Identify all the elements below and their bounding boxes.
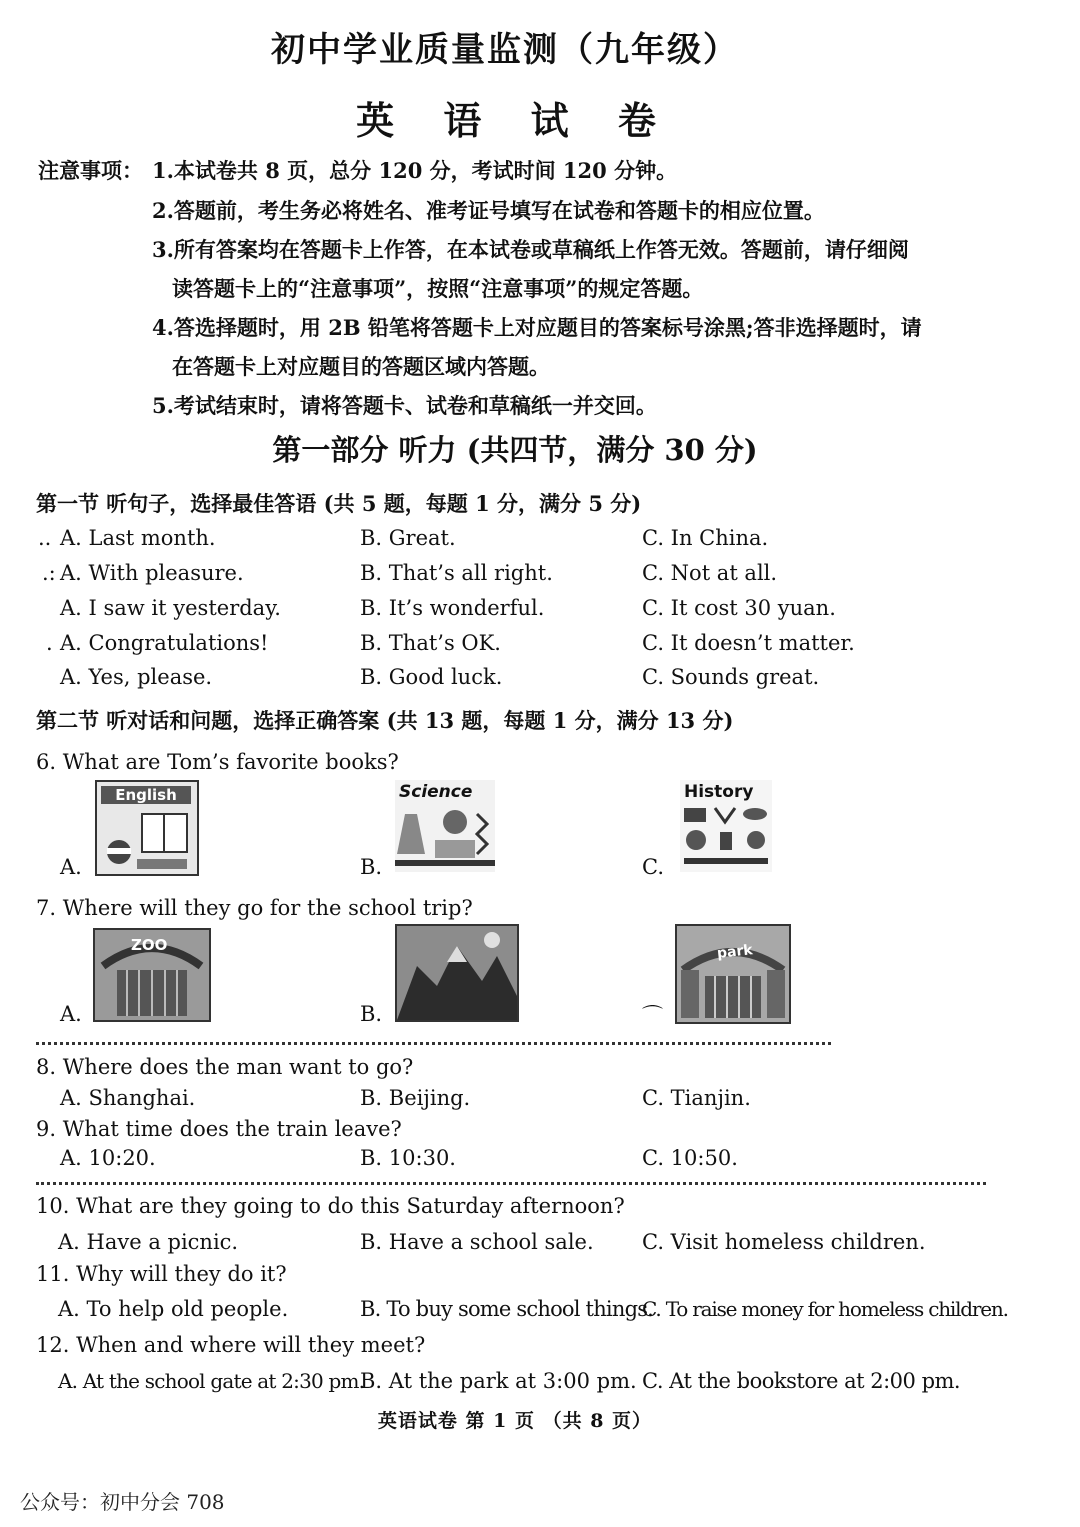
q7-label-c: ⌒ [642, 1004, 663, 1028]
q1-option-c: C. In China. [642, 526, 769, 550]
q5-option-c: C. Sounds great. [642, 665, 820, 689]
q4-option-a: A. Congratulations! [60, 631, 269, 655]
q10-text: 10. What are they going to do this Saturday afternoon? [36, 1194, 625, 1218]
q2-prefix: .: [42, 561, 56, 585]
q4-option-b: B. That’s OK. [360, 631, 501, 655]
q1-option-b: B. Great. [360, 526, 456, 550]
history-book-label: History [684, 782, 754, 802]
history-artifacts-icon [680, 804, 772, 872]
q10-option-c: C. Visit homeless children. [642, 1230, 926, 1254]
q9-option-c: C. 10:50. [642, 1146, 738, 1170]
q8-option-b: B. Beijing. [360, 1086, 471, 1110]
q6-label-a: A. [60, 855, 82, 879]
zoo-gate-label: ZOO [131, 936, 168, 954]
q1-option-a: A. Last month. [60, 526, 216, 550]
notes-label: 注意事项： [38, 158, 143, 183]
q6-text: 6. What are Tom’s favorite books? [36, 750, 399, 774]
english-book-label: English [101, 786, 191, 804]
q5-option-a: A. Yes, please. [60, 665, 213, 689]
q3-option-b: B. It’s wonderful. [360, 596, 545, 620]
q2-option-b: B. That’s all right. [360, 561, 553, 585]
q10-option-a: A. Have a picnic. [58, 1230, 239, 1254]
q11-option-a: A. To help old people. [58, 1297, 289, 1321]
watermark-text: 公众号：初中分会 708 [20, 1490, 225, 1514]
park-gate-icon [677, 926, 789, 1022]
mountain-icon [397, 926, 517, 1020]
q3-option-a: A. I saw it yesterday. [60, 596, 281, 620]
q12-option-c: C. At the bookstore at 2:00 pm. [642, 1369, 961, 1393]
q7-label-b: B. [360, 1002, 383, 1026]
part1-title: 第一部分 听力 (共四节，满分 30 分) [272, 433, 758, 467]
q8-option-a: A. Shanghai. [60, 1086, 196, 1110]
science-equipment-icon [395, 804, 495, 872]
q6-label-b: B. [360, 855, 383, 879]
history-book-image [680, 780, 772, 872]
page-footer: 英语试卷 第 1 页 （共 8 页） [377, 1410, 653, 1432]
q11-option-b: B. To buy some school things. [360, 1297, 654, 1321]
q8-option-c: C. Tianjin. [642, 1086, 751, 1110]
section1-title: 第一节 听句子，选择最佳答语 (共 5 题，每题 1 分，满分 5 分) [36, 491, 642, 516]
q9-text: 9. What time does the train leave? [36, 1117, 402, 1141]
exam-title: 初中学业质量监测（九年级） [271, 30, 739, 70]
q8-text: 8. Where does the man want to go? [36, 1055, 414, 1079]
q7-label-a: A. [60, 1002, 82, 1026]
note-item-4-cont: 在答题卡上对应题目的答题区域内答题。 [172, 354, 550, 379]
q7-text: 7. Where will they go for the school trip? [36, 896, 473, 920]
q6-label-c: C. [642, 855, 664, 879]
q4-option-c: C. It doesn’t matter. [642, 631, 855, 655]
q10-option-b: B. Have a school sale. [360, 1230, 594, 1254]
note-item-5: 5.考试结束时，请将答题卡、试卷和草稿纸一并交回。 [152, 393, 657, 418]
note-item-2: 2.答题前，考生务必将姓名、准考证号填写在试卷和答题卡的相应位置。 [152, 198, 825, 223]
q9-option-b: B. 10:30. [360, 1146, 456, 1170]
q9-option-a: A. 10:20. [60, 1146, 156, 1170]
dotted-separator [36, 1182, 986, 1185]
q2-option-c: C. Not at all. [642, 561, 778, 585]
q11-text: 11. Why will they do it? [36, 1262, 287, 1286]
q5-option-b: B. Good luck. [360, 665, 503, 689]
q4-prefix: . [46, 631, 53, 655]
section2-title: 第二节 听对话和问题，选择正确答案 (共 13 题，每题 1 分，满分 13 分) [36, 708, 734, 733]
science-book-image [395, 780, 495, 872]
english-book-image [95, 780, 199, 876]
note-item-3-cont: 读答题卡上的“注意事项”，按照“注意事项”的规定答题。 [172, 276, 704, 301]
q11-option-c: C. To raise money for homeless children. [642, 1297, 1008, 1321]
q3-option-c: C. It cost 30 yuan. [642, 596, 836, 620]
park-gate-label: park [716, 942, 754, 962]
dotted-separator [36, 1042, 831, 1045]
q1-prefix: .. [38, 526, 52, 550]
q12-text: 12. When and where will they meet? [36, 1333, 426, 1357]
student-book-icon [97, 804, 197, 874]
q12-option-a: A. At the school gate at 2:30 pm. [58, 1369, 365, 1393]
note-item-3: 3.所有答案均在答题卡上作答，在本试卷或草稿纸上作答无效。答题前，请仔细阅 [152, 237, 909, 262]
note-item-1: 1.本试卷共 8 页，总分 120 分，考试时间 120 分钟。 [152, 158, 678, 183]
park-gate-image [675, 924, 791, 1024]
exam-subtitle: 英 语 试 卷 [356, 98, 674, 143]
science-book-label: Science [399, 782, 473, 802]
zoo-gate-image [93, 928, 211, 1022]
q12-option-b: B. At the park at 3:00 pm. [360, 1369, 637, 1393]
q2-option-a: A. With pleasure. [60, 561, 244, 585]
mountain-image [395, 924, 519, 1022]
note-item-4: 4.答选择题时，用 2B 铅笔将答题卡上对应题目的答案标号涂黑;答非选择题时，请 [152, 315, 922, 340]
